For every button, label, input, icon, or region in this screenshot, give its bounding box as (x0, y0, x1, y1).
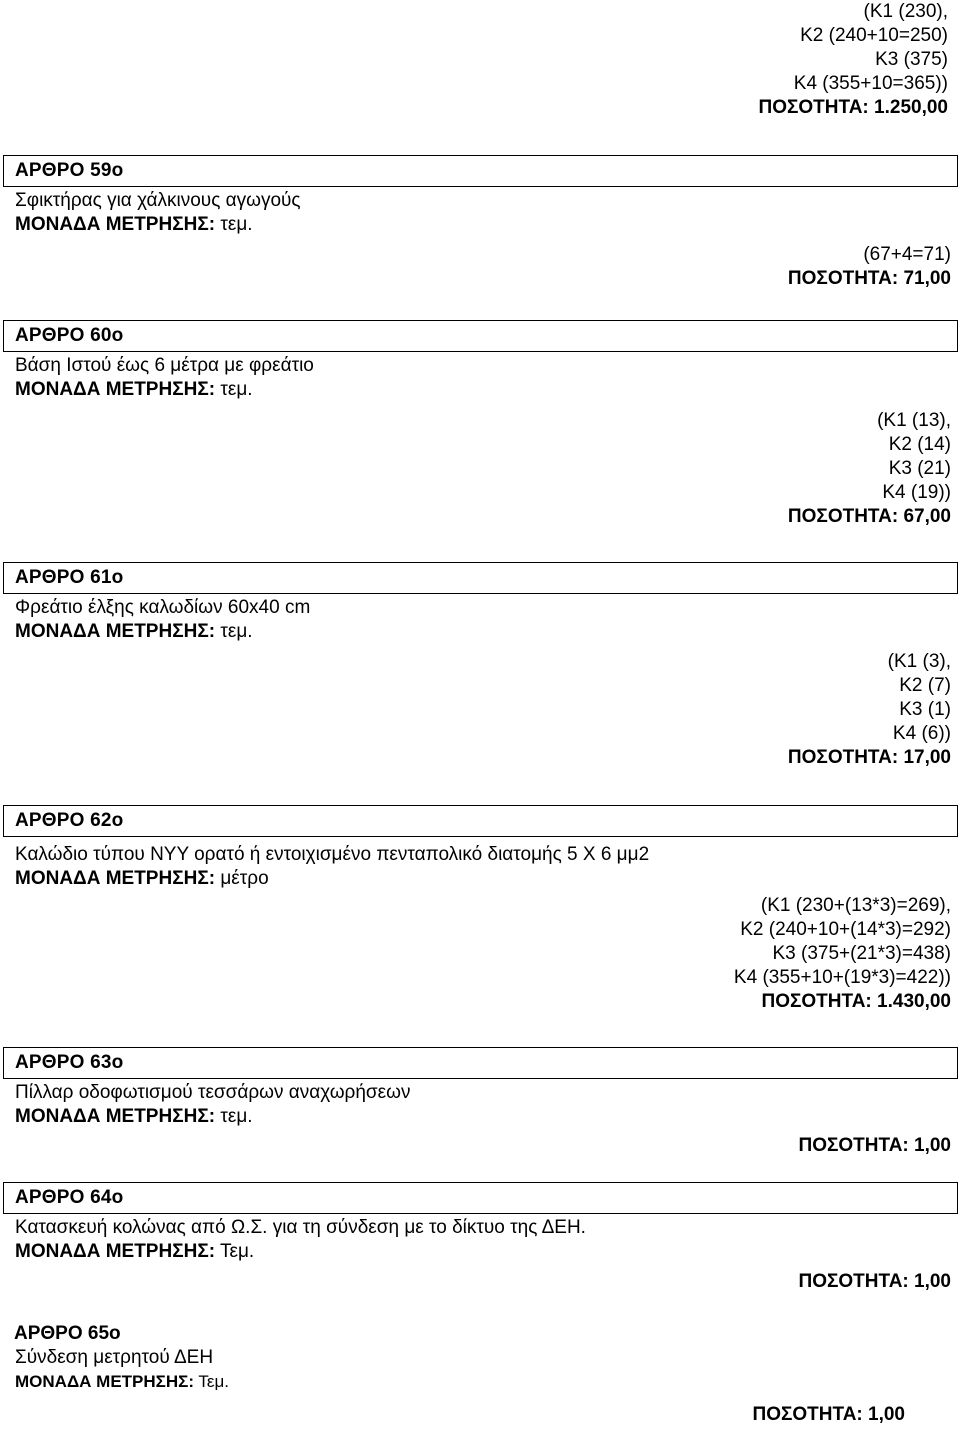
calc-line: Κ4 (6)) (892, 723, 951, 744)
article-60 (3, 320, 958, 402)
unit-of-measure (3, 620, 958, 644)
article-59-calculation (788, 243, 951, 291)
calc-line: Κ3 (375) (875, 49, 948, 70)
article-title: ΑΡΘΡΟ 65ο (14, 1323, 121, 1344)
article-65 (3, 1318, 958, 1394)
calc-line: Κ2 (240+10=250) (800, 25, 948, 46)
unit-of-measure (3, 1240, 958, 1264)
calc-line: Κ2 (7) (899, 675, 951, 696)
quantity: ΠΟΣΟΤΗΤΑ: 17,00 (787, 747, 951, 768)
article-description: Βάση Ιστού έως 6 μέτρα με φρεάτιο (15, 355, 314, 376)
unit-label: ΜΟΝΑΔΑ ΜΕΤΡΗΣΗΣ: (15, 1106, 216, 1127)
article-description: Πίλλαρ οδοφωτισμού τεσσάρων αναχωρήσεων (15, 1082, 411, 1103)
article-description: Φρεάτιο έλξης καλωδίων 60x40 cm (15, 597, 311, 618)
article-64-calculation (798, 1270, 951, 1294)
calc-line: (Κ1 (230), (863, 1, 948, 22)
unit-of-measure (3, 378, 958, 402)
article-63 (3, 1047, 958, 1129)
quantity: ΠΟΣΟΤΗΤΑ: 1,00 (798, 1135, 951, 1156)
article-63-calculation (798, 1134, 951, 1158)
quantity: ΠΟΣΟΤΗΤΑ: 67,00 (787, 506, 951, 527)
calc-line: Κ4 (355+10+(19*3)=422)) (733, 967, 951, 988)
unit-label: ΜΟΝΑΔΑ ΜΕΤΡΗΣΗΣ: (15, 1241, 216, 1262)
unit-value: τεμ. (215, 621, 253, 642)
unit-label: ΜΟΝΑΔΑ ΜΕΤΡΗΣΗΣ: (15, 379, 216, 400)
unit-label: ΜΟΝΑΔΑ ΜΕΤΡΗΣΗΣ: (15, 214, 216, 235)
quantity: ΠΟΣΟΤΗΤΑ: 1,00 (752, 1404, 905, 1425)
article-title: ΑΡΘΡΟ 62ο (3, 805, 958, 837)
quantity: ΠΟΣΟΤΗΤΑ: 1.430,00 (761, 991, 951, 1012)
article-title: ΑΡΘΡΟ 64ο (3, 1182, 958, 1214)
article-title: ΑΡΘΡΟ 63ο (3, 1047, 958, 1079)
article-description: Σύνδεση μετρητού ΔΕΗ (15, 1347, 214, 1368)
unit-value: τεμ. (215, 379, 253, 400)
unit-value: τεμ. (215, 214, 253, 235)
calc-line: (Κ1 (3), (887, 651, 951, 672)
article-title: ΑΡΘΡΟ 61ο (3, 562, 958, 594)
unit-label: ΜΟΝΑΔΑ ΜΕΤΡΗΣΗΣ: (15, 1372, 194, 1391)
article-59 (3, 155, 958, 237)
calc-line: Κ2 (240+10+(14*3)=292) (740, 919, 951, 940)
unit-of-measure (3, 867, 958, 891)
previous-article-calculation (759, 0, 949, 120)
calc-line: Κ3 (375+(21*3)=438) (772, 943, 951, 964)
unit-of-measure (3, 213, 958, 237)
calc-line: Κ4 (19)) (882, 482, 951, 503)
article-description: Σφικτήρας για χάλκινους αγωγούς (15, 190, 301, 211)
unit-value: Τεμ. (215, 1241, 255, 1262)
calc-line: Κ3 (21) (888, 458, 951, 479)
quantity: ΠΟΣΟΤΗΤΑ: 71,00 (787, 268, 951, 289)
quantity: ΠΟΣΟΤΗΤΑ: 1.250,00 (758, 97, 948, 118)
unit-label: ΜΟΝΑΔΑ ΜΕΤΡΗΣΗΣ: (15, 621, 216, 642)
article-64 (3, 1182, 958, 1264)
unit-label: ΜΟΝΑΔΑ ΜΕΤΡΗΣΗΣ: (15, 868, 216, 889)
unit-value: Τεμ. (194, 1372, 230, 1391)
article-title: ΑΡΘΡΟ 60ο (3, 320, 958, 352)
article-61-calculation (788, 650, 951, 770)
article-62 (3, 805, 958, 891)
article-65-calculation (752, 1403, 905, 1427)
unit-value: μέτρο (215, 868, 269, 889)
article-description: Κατασκευή κολώνας από Ω.Σ. για τη σύνδεση με το δίκτυο της ΔΕΗ. (15, 1217, 586, 1238)
article-60-calculation (788, 409, 951, 529)
article-61 (3, 562, 958, 644)
quantity: ΠΟΣΟΤΗΤΑ: 1,00 (798, 1271, 951, 1292)
calc-line: (67+4=71) (863, 244, 951, 265)
calc-line: Κ4 (355+10=365)) (793, 73, 948, 94)
article-title: ΑΡΘΡΟ 59ο (3, 155, 958, 187)
calc-line: Κ3 (1) (899, 699, 951, 720)
unit-of-measure (3, 1105, 958, 1129)
calc-line: Κ2 (14) (888, 434, 951, 455)
article-62-calculation (734, 894, 951, 1014)
unit-of-measure (3, 1370, 958, 1394)
unit-value: τεμ. (215, 1106, 253, 1127)
calc-line: (Κ1 (230+(13*3)=269), (760, 895, 951, 916)
calc-line: (Κ1 (13), (877, 410, 951, 431)
article-description: Καλώδιο τύπου NYY ορατό ή εντοιχισμένο πενταπολικό διατομής 5 Χ 6 μμ2 (15, 844, 650, 865)
